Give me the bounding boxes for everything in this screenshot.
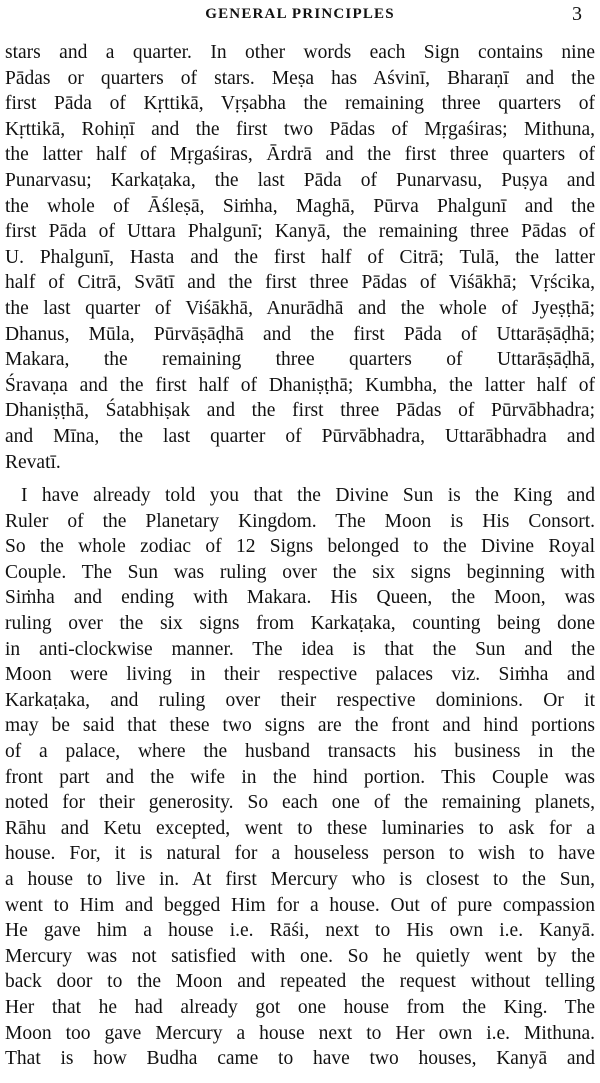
text-line: house. For, it is natural for a houseless person to wish to have bbox=[5, 843, 595, 865]
text-line: front part and the wife in the hind portion. This Couple was bbox=[5, 766, 595, 788]
text-line: noted for their generosity. So each one of the remaining planets, bbox=[5, 792, 595, 814]
text-line: Pādas or quarters of stars. Meṣa has Aśvinī, Bharaṇī and the bbox=[5, 67, 595, 89]
text-line: Śravaṇa and the first half of Dhaniṣṭhā; Kumbha, the latter half of bbox=[5, 374, 595, 396]
paragraph-2 bbox=[5, 483, 595, 1072]
text-line: the last quarter of Viśākhā, Anurādhā and the whole of Jyeṣṭhā; bbox=[5, 297, 595, 319]
text-line: the whole of Āśleṣā, Siṁha, Maghā, Pūrva Phalgunī and the bbox=[5, 195, 595, 217]
text-line: the latter half of Mṛgaśiras, Ārdrā and the first three quarters of bbox=[5, 144, 595, 166]
text-line: Her that he had already got one house from the King. The bbox=[5, 996, 595, 1018]
text-line: stars and a quarter. In other words each Sign contains nine bbox=[5, 42, 595, 63]
text-line: Moon too gave Mercury a house next to Her own i.e. Mithuna. bbox=[5, 1022, 595, 1044]
text-line: U. Phalgunī, Hasta and the first half of Citrā; Tulā, the latter bbox=[5, 246, 595, 268]
text-line: first Pāda of Uttara Phalgunī; Kanyā, the remaining three Pādas of bbox=[5, 221, 595, 243]
text-line: Punarvasu; Karkaṭaka, the last Pāda of Punarvasu, Puṣya and bbox=[5, 169, 595, 191]
page-number: 3 bbox=[572, 3, 582, 25]
text-line: first Pāda of Kṛttikā, Vṛṣabha the remaining three quarters of bbox=[5, 93, 595, 115]
paragraph-gap bbox=[5, 475, 595, 483]
text-line: half of Citrā, Svātī and the first three Pādas of Viśākhā; Vṛścika, bbox=[5, 272, 595, 294]
text-line: in anti-clockwise manner. The idea is that the Sun and the bbox=[5, 638, 595, 660]
text-line: Rāhu and Ketu excepted, went to these luminaries to ask for a bbox=[5, 817, 595, 839]
text-line: of a palace, where the husband transacts his business in the bbox=[5, 741, 595, 763]
text-line: Dhaniṣṭhā, Śatabhiṣak and the first three Pādas of Pūrvābhadra; bbox=[5, 400, 595, 422]
text-line: Couple. The Sun was ruling over the six signs beginning with bbox=[5, 561, 595, 583]
text-line: and Mīna, the last quarter of Pūrvābhadra, Uttarābhadra and bbox=[5, 425, 595, 447]
text-line: ruling over the six signs from Karkaṭaka, counting being done bbox=[5, 613, 595, 635]
text-line: back door to the Moon and repeated the request without telling bbox=[5, 971, 595, 993]
paragraph-1 bbox=[5, 40, 595, 475]
text-line: Mercury was not satisfied with one. So he quietly went by the bbox=[5, 945, 595, 967]
text-line: Kṛttikā, Rohiṇī and the first two Pādas of Mṛgaśiras; Mithuna, bbox=[5, 118, 595, 140]
text-line: Siṁha and ending with Makara. His Queen, the Moon, was bbox=[5, 587, 595, 609]
text-line: Moon were living in their respective palaces viz. Siṁha and bbox=[5, 664, 595, 686]
text-line: Revatī. bbox=[5, 451, 61, 473]
page-header bbox=[0, 3, 600, 25]
text-line: I have already told you that the Divine Sun is the King and bbox=[21, 485, 595, 507]
text-line: He gave him a house i.e. Rāśi, next to His own i.e. Kanyā. bbox=[5, 920, 595, 942]
text-line: may be said that these two signs are the front and hind portions bbox=[5, 715, 595, 737]
running-head: GENERAL PRINCIPLES bbox=[205, 6, 395, 22]
text-line: That is how Budha came to have two houses, Kanyā and bbox=[5, 1048, 595, 1070]
text-line: went to Him and begged Him for a house. Out of pure compassion bbox=[5, 894, 595, 916]
text-line: Karkaṭaka, and ruling over their respective dominions. Or it bbox=[5, 689, 595, 711]
text-line: a house to live in. At first Mercury who is closest to the Sun, bbox=[5, 869, 595, 890]
text-line: Makara, the remaining three quarters of Uttarāṣāḍhā, bbox=[5, 349, 595, 371]
text-line: Ruler of the Planetary Kingdom. The Moon is His Consort. bbox=[5, 510, 595, 532]
body-text bbox=[5, 40, 595, 1072]
text-line: Dhanus, Mūla, Pūrvāṣāḍhā and the first Pāda of Uttarāṣāḍhā; bbox=[5, 323, 595, 345]
text-line: So the whole zodiac of 12 Signs belonged to the Divine Royal bbox=[5, 536, 595, 558]
